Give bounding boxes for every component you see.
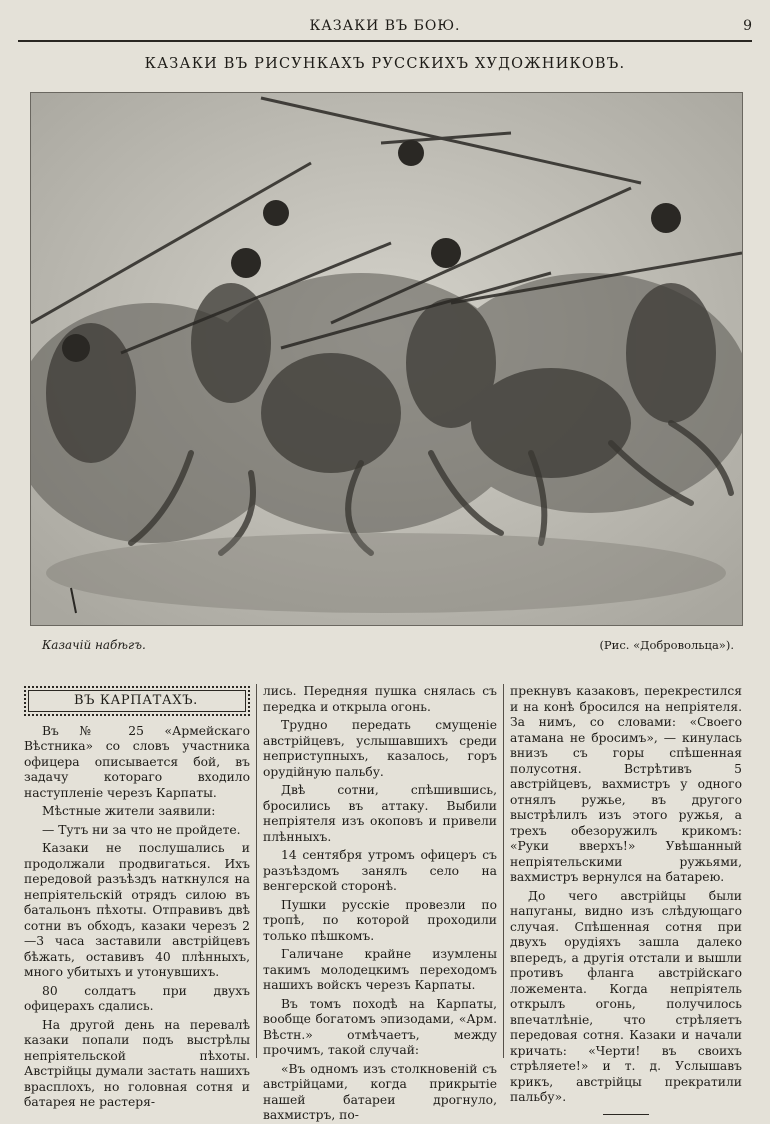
paragraph: 80 солдатъ при двухъ офицерахъ сдались. xyxy=(24,983,250,1013)
column-divider xyxy=(256,684,257,1058)
paragraph: «Въ одномъ изъ столкновеній съ австрійцами, когда прикрытіе нашей батареи дрогнуло, вахмистръ, по- xyxy=(263,1061,497,1122)
cossack-raid-illustration xyxy=(30,92,743,626)
article-column-2 xyxy=(263,684,497,1124)
paragraph: Казаки не послушались и продолжали продвигаться. Ихъ передовой разъѣздъ наткнулся на непріятельскій отрядъ силою въ батальонъ пѣхоты. Отправивъ двѣ сотни въ обходъ, казаки черезъ 2—3 часа заставили австрійцевъ бѣжать, оставивъ 40 плѣнныхъ, много убитыхъ и утонувшихъ. xyxy=(24,841,250,979)
paragraph: Въ томъ походѣ на Карпаты, вообще богатомъ эпизодами, «Арм. Вѣстн.» отмѣчаетъ, между прочимъ, такой случай: xyxy=(263,996,497,1057)
column-divider xyxy=(503,684,504,1058)
paragraph: Двѣ сотни, спѣшившись, бросились въ аттаку. Выбили непріятеля изъ окоповъ и привели плѣнныхъ. xyxy=(263,783,497,844)
paragraph: прекнувъ казаковъ, перекрестился и на конѣ бросился на непріятеля. За нимъ, со словами: «Своего атамана не бросимъ», — кинулась внизъ съ горы спѣшенная полусотня. Встрѣтивъ 5 австрійцевъ, вахмистръ у одного отнялъ ружье, въ другого выстрѣлилъ изъ этого ружья, а трехъ обезоружилъ крикомъ: «Руки вверхъ!» Увѣшанный непріятельскими ружьями, вахмистръ вернулся на батарею. xyxy=(510,684,742,884)
section-title: КАЗАКИ ВЪ РИСУНКАХЪ РУССКИХЪ ХУДОЖНИКОВЪ. xyxy=(144,56,626,72)
article-heading: ВЪ КАРПАТАХЪ. xyxy=(74,693,198,708)
illustration-caption: Казачій набѣгъ. xyxy=(42,638,146,652)
paragraph: До чего австрійцы были напуганы, видно изъ слѣдующаго случая. Спѣшенная сотня при двухъ орудіяхъ зашла далеко впередъ, а другія отстали и вышли противъ фланга австрійскаго ложемента. Когда непріятель открылъ огонь, получилось впечатлѣніе, что стрѣляетъ передовая сотня. Казаки и начали кричать: «Черти! въ своихъ стрѣляете!» и т. д. Услышавъ крикъ, австрійцы прекратили пальбу». xyxy=(510,888,742,1104)
paragraph: Мѣстные жители заявили: xyxy=(42,804,216,818)
article-heading-box xyxy=(24,686,250,716)
paragraph: — Тутъ ни за что не пройдете. xyxy=(42,822,241,837)
illustration-credit: (Рис. «Добровольца»). xyxy=(599,638,734,652)
paragraph: Галичане крайне изумлены такимъ молодецкимъ переходомъ нашихъ войскъ черезъ Карпаты. xyxy=(263,947,497,992)
page-number: 9 xyxy=(743,18,752,34)
paragraph: Въ № 25 «Армейскагo Вѣстника» со словъ участника офицера описывается бой, въ задачу котораго входило наступленіе черезъ Карпаты. xyxy=(24,723,250,800)
paragraph: лись. Передняя пушка снялась съ передка и открыла огонь. xyxy=(263,684,497,714)
running-header xyxy=(18,6,752,42)
paragraph: На другой день на перевалѣ казаки попали подъ выстрѣлы непріятельской пѣхоты. Австрійцы думали застать нашихъ врасплохъ, но головная сотня и батарея не растеря- xyxy=(24,1017,250,1109)
running-title: КАЗАКИ ВЪ БОЮ. xyxy=(309,18,461,34)
paragraph: Трудно передать смущеніе австрійцевъ, услышавшихъ среди неприступныхъ, казалось, горъ орудійную пальбу. xyxy=(263,718,497,779)
article-column-1 xyxy=(24,684,250,1111)
paragraph: 14 сентября утромъ офицеръ съ разъѣздомъ занялъ село на венгерской сторонѣ. xyxy=(263,848,497,893)
paragraph: Пушки русскіе провезли по тропѣ, по которой проходили только пѣшкомъ. xyxy=(263,897,497,943)
article-end-rule xyxy=(603,1114,649,1115)
sketch-artwork xyxy=(31,93,742,625)
article-column-3 xyxy=(510,684,742,1115)
